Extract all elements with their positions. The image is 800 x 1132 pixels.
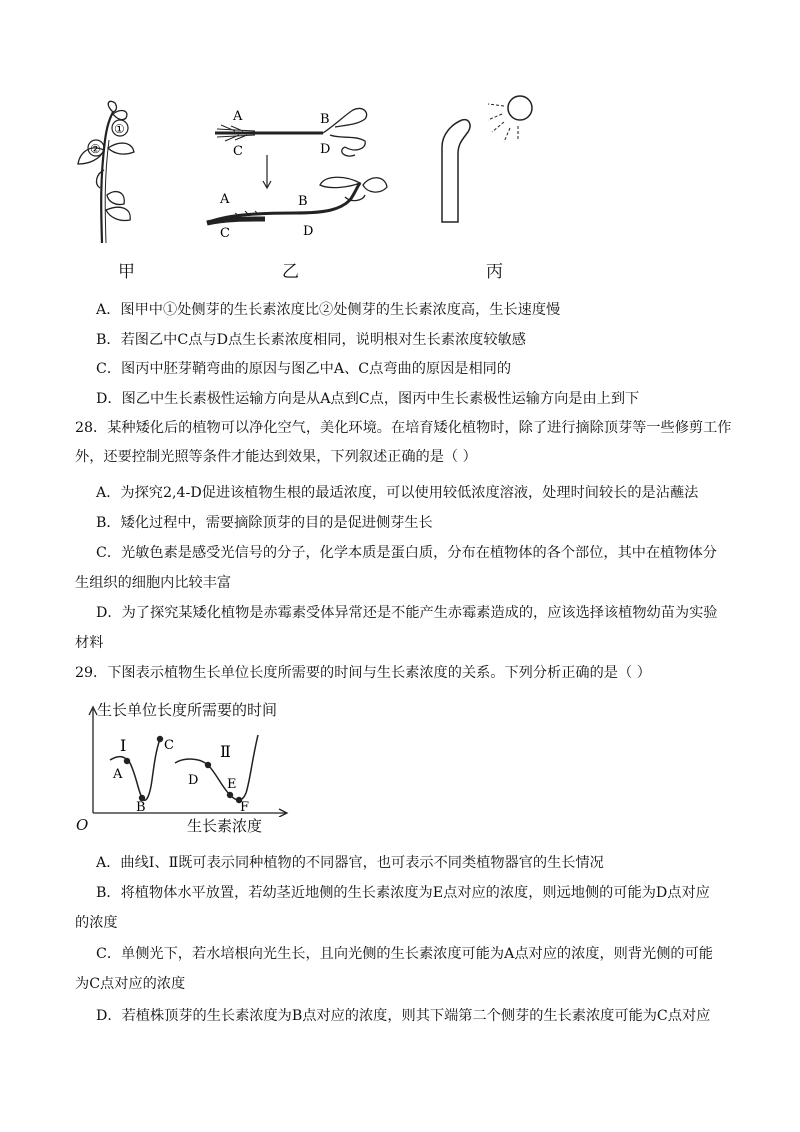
q29-option-b-line1: B．将植物体水平放置，若幼茎近地侧的生长素浓度为E点对应的浓度，则远地侧的可能为D点对应 — [96, 885, 710, 901]
q27-option-b: B．若图乙中C点与D点生长素浓度相同，说明根对生长素浓度较敏感 — [96, 332, 526, 348]
point-a — [124, 758, 130, 764]
figure-yi-drawing — [195, 95, 405, 245]
figure-jia-drawing — [60, 100, 170, 260]
q28-option-b: B．矮化过程中，需要摘除顶芽的目的是促进侧芽生长 — [96, 515, 433, 531]
sun-icon — [508, 96, 532, 120]
marker-2: ② — [90, 142, 101, 156]
point-c-label: C — [164, 738, 174, 753]
point-f-label: F — [240, 800, 250, 815]
q29-option-b-line2: 的浓度 — [75, 915, 118, 931]
point-a-label: A — [113, 767, 123, 782]
figure-bing-drawing — [430, 92, 550, 232]
chart-x-axis-label: 生长素浓度 — [187, 817, 263, 835]
marker-1: ① — [114, 122, 125, 136]
point-e — [227, 792, 233, 798]
q28-stem-line1: 28．某种矮化后的植物可以净化空气，美化环境。在培育矮化植物时，除了进行摘除顶芽等一些修剪工作 — [75, 420, 732, 436]
q28-option-a: A．为探究2,4-D促进该植物生根的最适浓度，可以使用较低浓度溶液，处理时间较长的是沾蘸法 — [96, 485, 699, 501]
curve-1-label: Ⅰ — [120, 736, 127, 755]
q27-option-a: A．图甲中①处侧芽的生长素浓度比②处侧芽的生长素浓度高，生长速度慢 — [96, 302, 561, 318]
figure-label-yi: 乙 — [282, 262, 300, 282]
figure-jia — [60, 100, 170, 260]
curve-2 — [175, 735, 258, 800]
q28-stem-line2: 外，还要控制光照等条件才能达到效果，下列叙述正确的是（ ） — [75, 449, 477, 465]
q29-option-c-line1: C．单侧光下，若水培根向光生长，且向光侧的生长素浓度可能为A点对应的浓度，则背光侧的可能 — [96, 946, 713, 962]
q29-option-d-line1: D．若植株顶芽的生长素浓度为B点对应的浓度，则其下端第二个侧芽的生长素浓度可能为C点对应 — [96, 1008, 711, 1024]
point-b-bottom: B — [298, 194, 308, 209]
point-b-label: B — [136, 800, 146, 815]
point-d-bottom: D — [303, 224, 314, 239]
chart-y-axis-label: 生长单位长度所需要的时间 — [97, 701, 278, 719]
figure-label-jia: 甲 — [118, 262, 136, 282]
point-c-top: C — [233, 144, 243, 159]
figure-yi — [195, 95, 405, 245]
chart — [80, 705, 290, 817]
q29-option-c-line2: 为C点对应的浓度 — [75, 976, 186, 992]
q27-option-c: C．图丙中胚芽鞘弯曲的原因与图乙中A、C点弯曲的原因是相同的 — [96, 361, 512, 377]
chart-svg — [80, 705, 290, 817]
point-b-top: B — [320, 112, 330, 127]
point-a-bottom: A — [220, 192, 230, 207]
point-a-top: A — [233, 109, 243, 124]
figure-bing — [430, 92, 550, 232]
point-e-label: E — [227, 777, 237, 792]
q27-option-d: D．图乙中生长素极性运输方向是从A点到C点，图丙中生长素极性运输方向是由上到下 — [96, 391, 640, 407]
point-c — [157, 736, 163, 742]
q29-stem: 29．下图表示植物生长单位长度所需要的时间与生长素浓度的关系。下列分析正确的是（ ） — [75, 665, 651, 681]
chart-origin-label: O — [76, 816, 89, 834]
point-d — [205, 762, 211, 768]
curve-2-label: Ⅱ — [220, 742, 231, 761]
point-c-bottom: C — [220, 226, 230, 241]
q28-option-c-line1: C．光敏色素是感受光信号的分子，化学本质是蛋白质，分布在植物体的各个部位，其中在植物体分 — [96, 545, 717, 561]
figure-label-bing: 丙 — [486, 262, 504, 282]
q28-option-d-line1: D．为了探究某矮化植物是赤霉素受体异常还是不能产生赤霉素造成的，应该选择该植物幼苗为实验 — [96, 605, 718, 621]
point-d-top: D — [320, 142, 331, 157]
point-d-label: D — [188, 773, 199, 788]
q28-option-c-line2: 生组织的细胞内比较丰富 — [75, 575, 232, 591]
q28-option-d-line2: 材料 — [75, 635, 104, 651]
q29-option-a: A．曲线Ⅰ、Ⅱ既可表示同种植物的不同器官，也可表示不同类植物器官的生长情况 — [96, 855, 604, 871]
